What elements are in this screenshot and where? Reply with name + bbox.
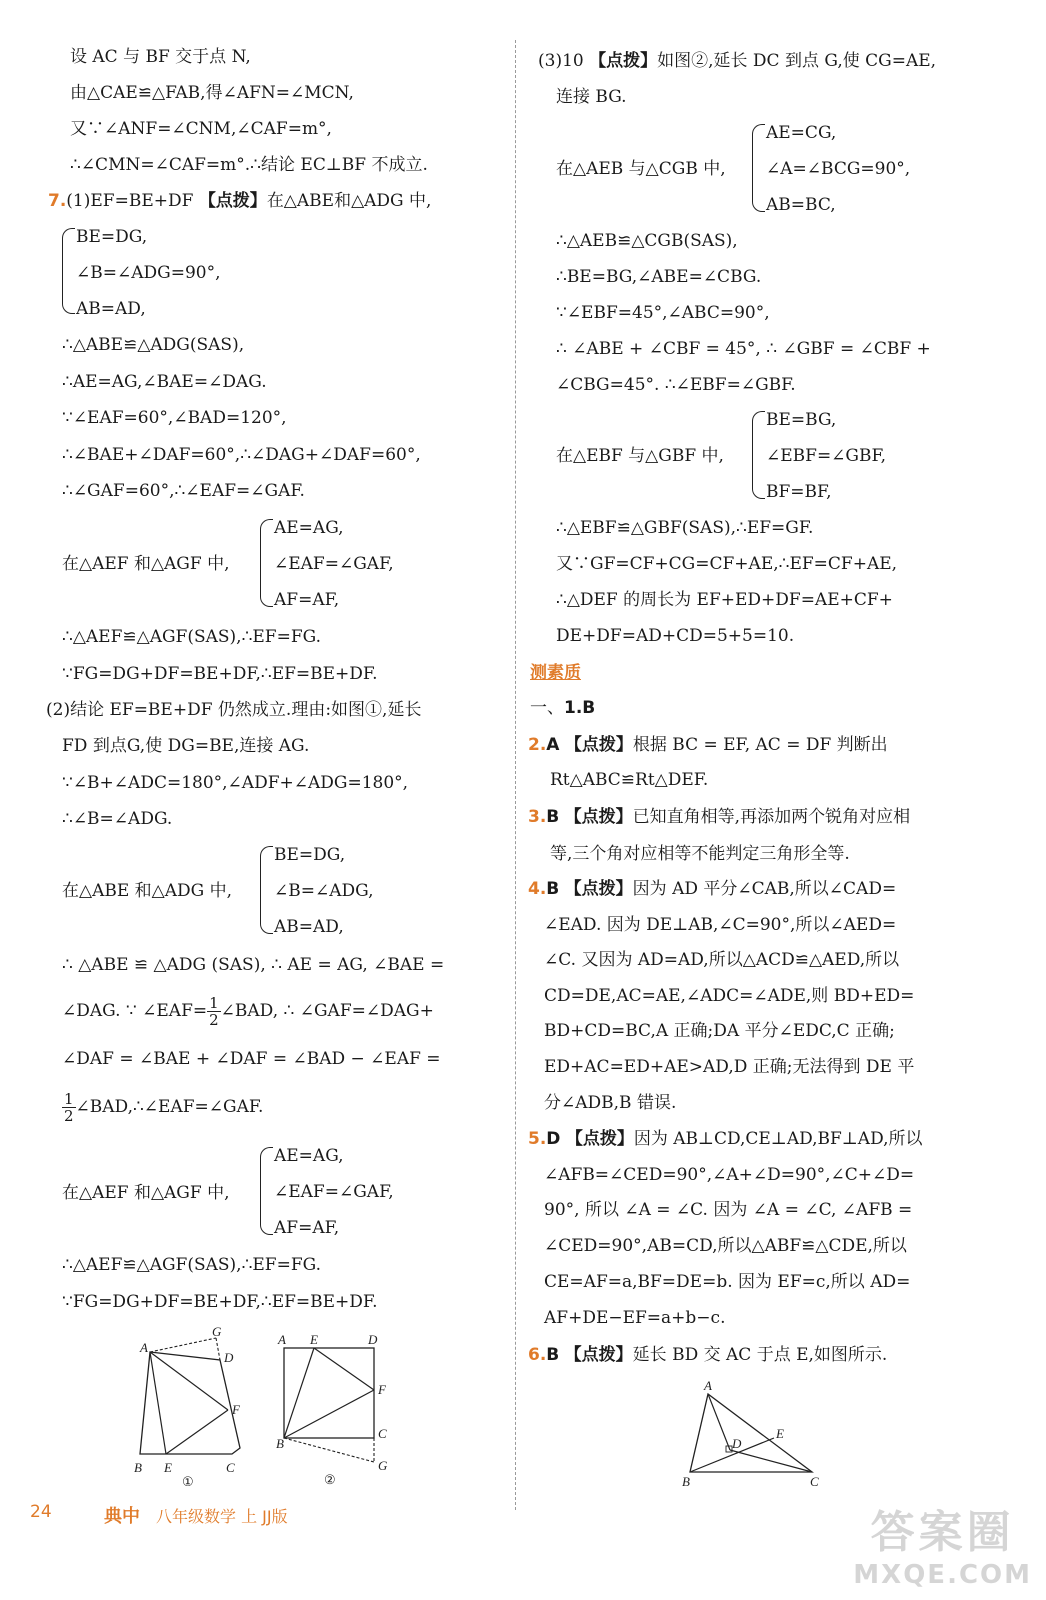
text-line: ∵∠B+∠ADC=180°,∠ADF+∠ADG=180°, [62,773,409,793]
text-line: 又∵GF=CF+CG=CF+AE,∴EF=CF+AE, [556,554,898,574]
watermark [853,1496,1032,1590]
answer: D [546,1129,561,1149]
column-divider [515,40,516,1510]
point-label: C [378,1426,387,1441]
text-line: 90°, 所以 ∠A = ∠C. 因为 ∠A = ∠C, ∠AFB = [544,1200,913,1220]
figure-caption: ① [182,1474,194,1486]
hint-tag: 【点拨】 [564,807,633,827]
question-number: 4. [528,879,547,899]
system-line: AB=AD, [274,917,344,937]
text-line: ∵FG=DG+DF=BE+DF,∴EF=BE+DF. [62,1292,378,1312]
point-label: F [378,1382,386,1397]
section-title-text: 测素质 [530,663,581,683]
text-line: ∴△DEF 的周长为 EF+ED+DF=AE+CF+ [556,590,893,610]
text-line: BD+CD=BC,A 正确;DA 平分∠EDC,C 正确; [544,1021,895,1041]
system-line: ∠A=∠BCG=90°, [766,159,911,179]
hint-text: 在△ABE和△ADG 中, [266,191,432,211]
text-line: 由△CAE≌△FAB,得∠AFN=∠MCN, [70,83,354,103]
brace [260,846,273,934]
text-line: (2)结论 EF=BE+DF 仍然成立.理由:如图①,延长 [46,700,422,720]
question-4 [528,878,896,900]
text-line: ∴∠GAF=60°,∴∠EAF=∠GAF. [62,481,305,501]
hint-text: 因为 AB⊥CD,CE⊥AD,BF⊥AD,所以 [633,1129,923,1149]
fraction-denominator: 2 [209,1011,219,1029]
text-line: ∠CED=90°,AB=CD,所以△ABF≌△CDE,所以 [544,1236,907,1256]
page-number: 24 [30,1502,52,1522]
answer: 1.B [564,698,596,718]
text-line: ∵FG=DG+DF=BE+DF,∴EF=BE+DF. [62,664,378,684]
question-number: 7. [48,191,67,211]
hint-text: 如图②,延长 DC 到点 G,使 CG=AE, [657,51,937,71]
answer: B [546,1345,560,1365]
question-7 [48,190,431,212]
point-label: A [704,1378,712,1393]
question-number: 5. [528,1129,547,1149]
part-label: 一、 [530,698,564,718]
system-line: ∠EAF=∠GAF, [274,554,394,574]
text-line-fraction [62,1088,263,1126]
text-line: DE+DF=AD+CD=5+5=10. [556,626,795,646]
point-label: B [276,1436,284,1451]
text-line: ∵∠EBF=45°,∠ABC=90°, [556,303,770,323]
text-line: ∴AE=AG,∠BAE=∠DAG. [62,372,267,392]
text-line: ∴∠BAE+∠DAF=60°,∴∠DAG+∠DAF=60°, [62,445,421,465]
point-label: F [232,1402,240,1417]
text-line: 在△AEF 和△AGF 中, [62,1183,230,1203]
text-line [530,697,595,719]
question-number: 2. [528,735,547,755]
point-label: A [278,1332,286,1347]
brace [62,228,75,314]
point-label: B [134,1460,142,1475]
text-line: ∠C. 又因为 AD=AD,所以△ACD≌△AED,所以 [544,950,900,970]
system-line: AE=CG, [766,123,837,143]
hint-tag: 【点拨】 [564,735,633,755]
text-line: ∴∠CMN=∠CAF=m°.∴结论 EC⊥BF 不成立. [70,155,428,175]
text-line: 在△AEB 与△CGB 中, [556,159,726,179]
hint-tag: 【点拨】 [589,51,658,71]
point-label: D [224,1350,234,1365]
section-title [530,662,581,684]
segment-ef [314,1348,374,1390]
fraction-numerator: 1 [209,994,219,1012]
figure-3 [676,1376,826,1496]
system-line: ∠B=∠ADG=90°, [76,263,221,283]
square-abcd [284,1348,374,1438]
system-line: BE=DG, [76,227,148,247]
system-line: AB=BC, [766,195,836,215]
fraction-numerator: 1 [64,1090,74,1108]
text-line: ∴△EBF≌△GBF(SAS),∴EF=GF. [556,518,814,538]
system-line: AE=AG, [274,518,344,538]
book-title: 八年级数学 上 JJ版 [156,1507,288,1526]
point-label: G [212,1326,222,1339]
text-line: ∠CBG=45°. ∴∠EBF=∠GBF. [556,375,796,395]
hint-text: 延长 BD 交 AC 于点 E,如图所示. [632,1345,888,1365]
text-line: Rt△ABC≌Rt△DEF. [550,770,709,790]
brand-logo: 典中 [104,1506,140,1527]
system-line: BE=DG, [274,845,346,865]
point-label: A [140,1340,148,1355]
segment-ag-dashed [150,1338,216,1352]
text-segment: ∠BAD,∴∠EAF=∠GAF. [75,1097,264,1117]
text-line: ∴△AEF≌△AGF(SAS),∴EF=FG. [62,627,322,647]
fraction [62,1091,76,1124]
question-6 [528,1344,887,1366]
text-line: 设 AC 与 BF 交于点 N, [70,47,251,67]
segment-dc [730,1450,812,1472]
figure-1 [128,1326,258,1486]
text-line: 在△AEF 和△AGF 中, [62,554,230,574]
point-label: D [732,1436,742,1451]
text-line: 连接 BG. [556,87,627,107]
brace [752,411,765,499]
segment-bg-dashed [284,1438,374,1462]
point-label: D [368,1332,378,1347]
figure-2 [274,1330,394,1490]
text-line: ∵∠EAF=60°,∠BAD=120°, [62,408,287,428]
text-line: 在△ABE 和△ADG 中, [62,881,233,901]
segment-ae [150,1352,166,1454]
text-line: 在△EBF 与△GBF 中, [556,446,724,466]
segment-af [150,1352,228,1410]
text-line: ∴BE=BG,∠ABE=∠CBG. [556,267,762,287]
figure-caption: ② [324,1472,336,1487]
text-line: 等,三个角对应相等不能判定三角形全等. [550,844,850,864]
text-line: ∠EAD. 因为 DE⊥AB,∠C=90°,所以∠AED= [544,915,897,935]
fraction-denominator: 2 [64,1107,74,1125]
text-line: ∴ △ABE ≌ △ADG (SAS), ∴ AE = AG, ∠BAE = [62,955,445,975]
text-line: ∠DAF = ∠BAE + ∠DAF = ∠BAD − ∠EAF = [62,1049,441,1069]
point-label: E [776,1426,784,1441]
system-line: AB=AD, [76,299,146,319]
system-line: ∠EAF=∠GAF, [274,1182,394,1202]
text-line: ED+AC=ED+AE>AD,D 正确;无法得到 DE 平 [544,1057,915,1077]
text-line: ∴△AEB≌△CGB(SAS), [556,231,738,251]
hint-tag: 【点拨】 [198,191,267,211]
system-line: AF=AF, [274,1218,340,1238]
brace [752,124,765,212]
point-label: C [226,1460,235,1475]
answer: B [546,879,560,899]
text-line: CD=DE,AC=AE,∠ADC=∠ADE,则 BD+ED= [544,986,915,1006]
watermark-text: 答案圈 [870,1507,1015,1558]
hint-text: 根据 BC = EF, AC = DF 判断出 [632,735,888,755]
hint-tag: 【点拨】 [565,1129,634,1149]
fraction [207,995,221,1028]
text-line-fraction [62,992,434,1030]
text-line: 又∵∠ANF=∠CNM,∠CAF=m°, [70,119,332,139]
hint-text: 已知直角相等,再添加两个锐角对应相 [632,807,911,827]
point-label: E [164,1460,172,1475]
quadrilateral-abcd [140,1352,240,1454]
question-5 [528,1128,923,1150]
question-2 [528,734,888,756]
triangle-abc [690,1394,812,1472]
text-line: 分∠ADB,B 错误. [544,1093,677,1113]
segment-ef [166,1410,228,1454]
point-label: B [682,1474,690,1489]
text-line: ∠AFB=∠CED=90°,∠A+∠D=90°,∠C+∠D= [544,1165,915,1185]
text-line: ∴ ∠ABE + ∠CBF = 45°, ∴ ∠GBF = ∠CBF + [556,339,931,359]
system-line: ∠EBF=∠GBF, [766,446,887,466]
point-label: G [378,1458,388,1473]
system-line: ∠B=∠ADG, [274,881,374,901]
system-line: BE=BG, [766,410,837,430]
point-label: E [310,1332,318,1347]
system-line: BF=BF, [766,482,832,502]
segment-gd-dashed [216,1338,220,1360]
text-segment: ∠DAG. ∵ ∠EAF= [62,1001,208,1021]
answer: B [546,807,560,827]
brace [260,1147,273,1235]
text-line [538,50,936,72]
question-number: 3. [528,807,547,827]
text-line: AF+DE−EF=a+b−c. [544,1308,726,1328]
question-number: 6. [528,1345,547,1365]
point-label: C [810,1474,819,1489]
text-line: FD 到点G,使 DG=BE,连接 AG. [62,736,310,756]
answer-part: (1)EF=BE+DF [66,191,194,211]
text-line: ∴△AEF≌△AGF(SAS),∴EF=FG. [62,1255,322,1275]
text-segment: ∠BAD, ∴ ∠GAF=∠DAG+ [220,1001,434,1021]
answer: A [546,735,560,755]
hint-tag: 【点拨】 [564,879,633,899]
system-line: AE=AG, [274,1146,344,1166]
text-line: ∴△ABE≌△ADG(SAS), [62,335,245,355]
text-line: CE=AF=a,BF=DE=b. 因为 EF=c,所以 AD= [544,1272,911,1292]
answer-part: (3)10 [538,51,584,71]
watermark-url: MXQE.COM [853,1560,1032,1590]
question-3 [528,806,910,828]
brace [260,519,273,607]
hint-text: 因为 AD 平分∠CAB,所以∠CAD= [632,879,897,899]
text-line: ∴∠B=∠ADG. [62,809,173,829]
system-line: AF=AF, [274,590,340,610]
hint-tag: 【点拨】 [564,1345,633,1365]
